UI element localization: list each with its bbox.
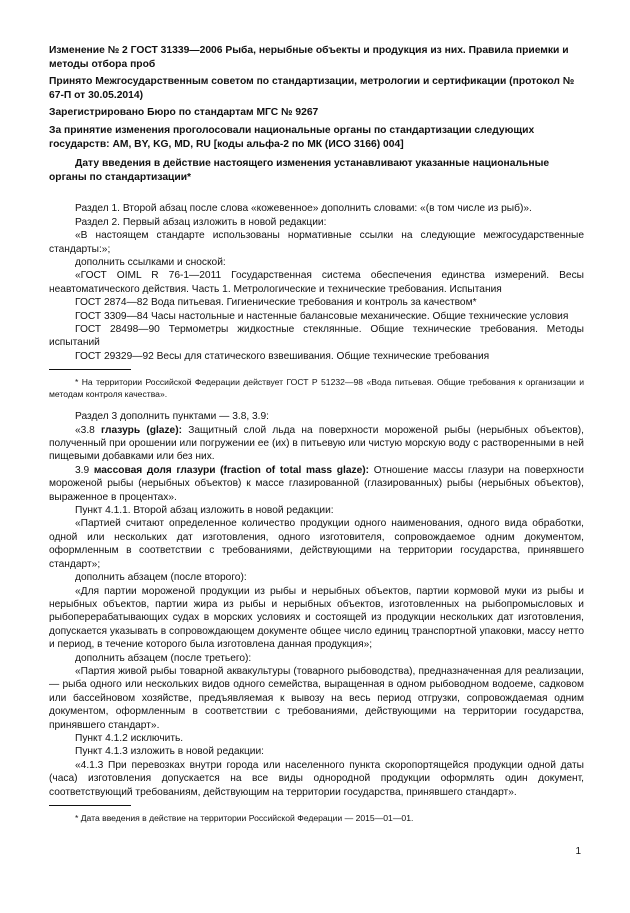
- paragraph: ГОСТ 2874—82 Вода питьевая. Гигиенические требования и контроль за качеством*: [75, 297, 477, 309]
- amendment-title: Изменение № 2 ГОСТ 31339—2006 Рыба, нерыбные объекты и продукция из них. Правила приемки и методы отбора проб: [49, 45, 569, 70]
- paragraph: «В настоящем стандарте использованы нормативные ссылки на следующие межгосударственные стандарты:»;: [49, 230, 584, 255]
- voting-note: За принятие изменения проголосовали национальные органы по стандартизации следующих государств: AM, BY, KG, MD, RU [коды альфа-2 по МК (ИСО 3166) 004]: [49, 124, 535, 150]
- term-glaze-fraction: массовая доля глазури (fraction of total mass glaze):: [93, 464, 370, 476]
- footnote-separator: [49, 369, 131, 370]
- term-glaze: глазурь (glaze):: [101, 424, 182, 436]
- paragraph: «Партией считают определенное количество продукции одного наименования, одного вида обработки, одной или нескольких дат изготовления, одного изготовителя, сопровождаемое одним документом, оформленным в соответствии с требованиями, действующими на территории государства, принявшего стандарт»;: [49, 518, 584, 570]
- definition-text: Отношение массы глазури на поверхности мороженой рыбы (нерыбных объектов) к массе глазированной (глазированных) рыбы (нерыбных объектов), выраженное в процентах».: [49, 464, 584, 503]
- adoption-note: Принято Межгосударственным советом по стандартизации, метрологии и сертификации (протокол № 67-П от 30.05.2014): [49, 76, 575, 101]
- footnote: * На территории Российской Федерации действует ГОСТ Р 51232—98 «Вода питьевая. Общие требования к организации и методам контроля качества».: [49, 377, 584, 400]
- registration-note: Зарегистрировано Бюро по стандартам МГС № 9267: [49, 107, 319, 119]
- page-content: [49, 44, 584, 834]
- effective-date-note: Дату введения в действие настоящего изменения устанавливают указанные национальные органы по стандартизации*: [49, 158, 550, 183]
- paragraph: Раздел 3 дополнить пунктами — 3.8, 3.9:: [75, 411, 270, 423]
- paragraph: дополнить абзацем (после третьего):: [75, 652, 252, 664]
- definition-text: Защитный слой льда на поверхности мороженой рыбы (нерыбных объектов), полученный при орошении или погружении ее (их) в питьевую или чистую морскую воду с растворенными в ней пищевыми добавками или без них.: [49, 424, 584, 463]
- definition-paragraph: [49, 424, 584, 464]
- paragraph: ГОСТ 29329—92 Весы для статического взвешивания. Общие технические требования: [75, 350, 490, 362]
- document-body: [49, 202, 584, 824]
- paragraph: Раздел 1. Второй абзац после слова «кожевенное» дополнить словами: «(в том числе из рыб)».: [75, 203, 532, 215]
- paragraph: дополнить ссылками и сноской:: [75, 256, 226, 268]
- paragraph: «ГОСТ OIML R 76-1—2011 Государственная система обеспечения единства измерений. Весы неавтоматического действия. Часть 1. Метрологические и технические требования. Испытания: [49, 270, 584, 295]
- paragraph: «Партия живой рыбы товарной аквакультуры (товарного рыбоводства), предназначенная для реализации, — рыба одного или нескольких видов одного семейства, выращенная в одном рыбоводном водоеме, садковом или бассейновом хозяйстве, предъявляемая к вывозу на весь период отгрузки, сопровождаемая одним документом, оформленным в соответствии с требованиями, действующими на территории государства, принявшего стандарт».: [49, 665, 584, 731]
- paragraph: ГОСТ 3309—84 Часы настольные и настенные балансовые механические. Общие технические условия: [75, 310, 569, 322]
- definition-paragraph: [49, 464, 584, 504]
- definition-prefix: 3.9: [75, 464, 94, 476]
- paragraph: Пункт 4.1.3 изложить в новой редакции:: [75, 746, 265, 758]
- paragraph: «Для партии мороженой продукции из рыбы и нерыбных объектов, партии кормовой муки из рыбы и нерыбных объектов, партии жира из рыбы и нерыбных объектов, изготовленных на рыбопромысловых и рыбоперерабатывающих судах в морских условиях и состоящей из продукции нескольких дат изготовления, допускается указывать в сопровождающем документе общее число единиц транспортной упаковки, массу нетто и период, в течение которого была изготовлена данная продукция»;: [49, 585, 584, 651]
- paragraph: дополнить абзацем (после второго):: [75, 572, 247, 584]
- footnote: * Дата введения в действие на территории Российской Федерации — 2015—01—01.: [75, 813, 414, 823]
- paragraph: «4.1.3 При перевозках внутри города или населенного пункта скоропортящейся продукции одной даты (часа) изготовления допускается на все виды однородной продукции оформлять один документ, соответствующий требованиям, действующим на территории государства, принявшего стандарт».: [49, 759, 584, 798]
- page-number: 1: [575, 846, 581, 857]
- definition-prefix: «3.8: [75, 424, 102, 436]
- paragraph: Пункт 4.1.2 исключить.: [75, 732, 184, 744]
- paragraph: Раздел 2. Первый абзац изложить в новой редакции:: [75, 216, 327, 228]
- footnote-separator: [49, 805, 131, 806]
- paragraph: Пункт 4.1.1. Второй абзац изложить в новой редакции:: [75, 505, 334, 517]
- paragraph: ГОСТ 28498—90 Термометры жидкостные стеклянные. Общие технические требования. Методы испытаний: [49, 324, 584, 349]
